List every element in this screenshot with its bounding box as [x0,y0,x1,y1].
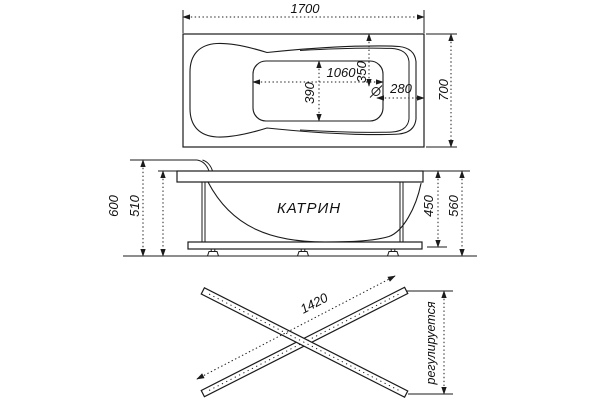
headrest-profile-curves [197,160,213,171]
dim-basin-length-label: 1060 [326,65,356,80]
dim-height-rim [127,171,163,256]
dim-adjustable [406,291,453,394]
dim-height-apron [421,171,447,247]
top-view [183,1,457,147]
dim-overall-length [183,1,424,33]
model-label: КАТРИН [276,200,342,217]
dim-basin-width-label: 390 [302,82,317,104]
dim-height-apron-label: 450 [421,195,436,217]
side-view [106,160,477,256]
base-rail [188,242,422,249]
dim-drain-offset-top-label: 350 [354,61,369,83]
adjustable-feet [208,249,399,256]
base-view [197,276,453,397]
rim-bar [177,171,423,182]
dim-rail-length [197,276,395,379]
dim-overall-width [426,34,457,147]
adjustable-label: регулируется [424,301,438,385]
dim-height-foot-end [446,171,462,256]
dim-rail-length-label: 1420 [297,289,331,317]
dim-height-rim-label: 510 [127,195,142,217]
dim-drain-offset-end-label: 280 [390,81,412,96]
dim-overall-length-label: 1700 [290,1,320,16]
dim-overall-width-label: 700 [436,79,451,101]
dim-height-foot-end-label: 560 [446,195,461,217]
dim-height-headrest-label: 600 [106,195,121,217]
